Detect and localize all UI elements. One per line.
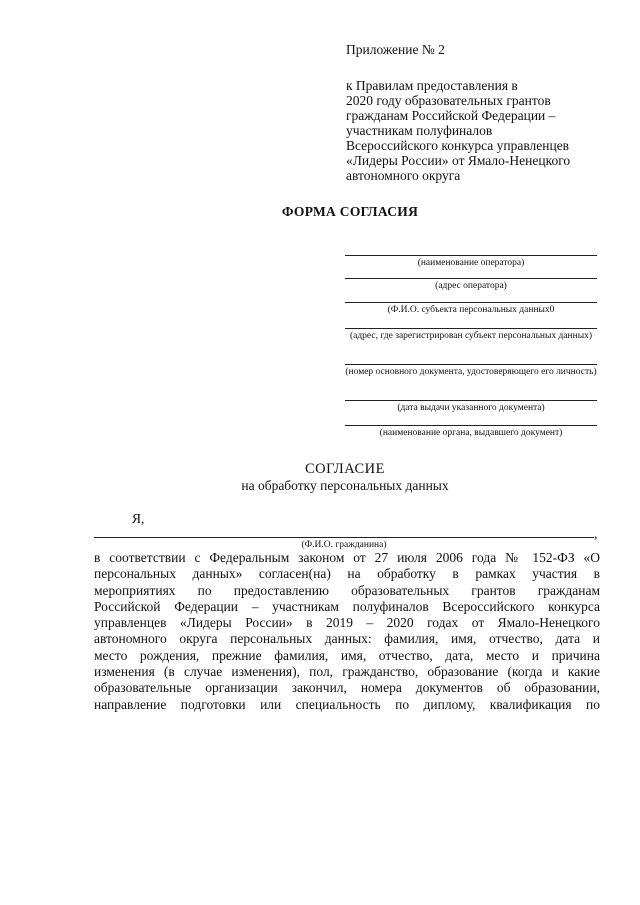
- body-line: изменения (в случае изменения), пол, гражданство, образование (когда и какие: [94, 664, 600, 680]
- body-line: в соответствии с Федеральным законом от 27 июля 2006 года № 152-ФЗ «О: [94, 550, 600, 565]
- body-line: направление подготовки или специальность по диплому, квалификация по: [94, 696, 600, 712]
- ya-label: Я,: [132, 511, 145, 526]
- fill-line: [345, 400, 597, 401]
- consent-title: СОГЛАСИЕ: [304, 461, 386, 477]
- form-title: ФОРМА СОГЛАСИЯ: [281, 204, 419, 219]
- field-caption: (наименование органа, выдавшего документ): [379, 428, 563, 438]
- fill-line: [345, 255, 597, 256]
- field-caption: (адрес, где зарегистрирован субъект персональных данных): [349, 331, 593, 341]
- consent-heading: [0, 461, 640, 494]
- operator-address-field[interactable]: [345, 278, 597, 292]
- appendix-line: автономного округа: [346, 168, 461, 183]
- body-line: Российской Федерации – участникам полуфиналов Всероссийского конкурса: [94, 598, 600, 614]
- appendix-line: Всероссийского конкурса управленцев: [346, 138, 570, 153]
- id-document-field[interactable]: [345, 364, 597, 378]
- body-line: место рождения, прежние фамилия, имя, отчество, дата, место и причина: [94, 647, 600, 663]
- field-caption: (номер основного документа, удостоверяющего его личность): [345, 367, 597, 377]
- field-caption: (Ф.И.О. субъекта персональных данных0: [387, 305, 555, 315]
- subject-address-field[interactable]: [345, 328, 597, 342]
- subject-fio-field[interactable]: [345, 302, 597, 316]
- consent-subtitle: на обработку персональных данных: [241, 478, 449, 493]
- appendix-line: «Лидеры России» от Ямало-Ненецкого: [346, 153, 571, 168]
- operator-name-field[interactable]: [345, 255, 597, 269]
- field-caption: (наименование оператора): [417, 258, 525, 268]
- fio-comma: ,: [594, 526, 598, 541]
- appendix-line: гражданам Российской Федерации –: [346, 108, 556, 123]
- field-caption: (дата выдачи указанного документа): [397, 403, 545, 413]
- issuing-authority-field[interactable]: [345, 425, 597, 439]
- consent-body: [94, 550, 600, 713]
- citizen-fio-input-line[interactable]: [94, 537, 594, 538]
- appendix-line: участникам полуфиналов: [346, 123, 493, 138]
- fill-line: [345, 364, 597, 365]
- appendix-rules: [346, 78, 616, 183]
- appendix-line: 2020 году образовательных грантов: [346, 93, 551, 108]
- appendix-title: Приложение № 2: [346, 42, 445, 57]
- body-line: управленцев «Лидеры России» в 2019 – 2020 годах от Ямало-Ненецкого: [94, 615, 600, 631]
- fill-line: [345, 328, 597, 329]
- citizen-fio-caption: (Ф.И.О. гражданина): [301, 540, 387, 550]
- fill-line: [345, 278, 597, 279]
- body-line: автономного округа персональных данных: фамилия, имя, отчество, дата и: [94, 631, 600, 647]
- body-line: мероприятиях по предоставлению образовательных грантов гражданам: [94, 582, 600, 598]
- fill-line: [345, 425, 597, 426]
- field-caption: (адрес оператора): [435, 281, 507, 291]
- appendix-block: [346, 42, 616, 183]
- body-line: персональных данных» согласен(на) на обработку в рамках участия в: [94, 566, 600, 582]
- body-line: образовательные организации закончил, номера документов об образовании,: [94, 680, 600, 696]
- fill-line: [345, 302, 597, 303]
- issue-date-field[interactable]: [345, 400, 597, 414]
- appendix-line: к Правилам предоставления в: [346, 78, 518, 93]
